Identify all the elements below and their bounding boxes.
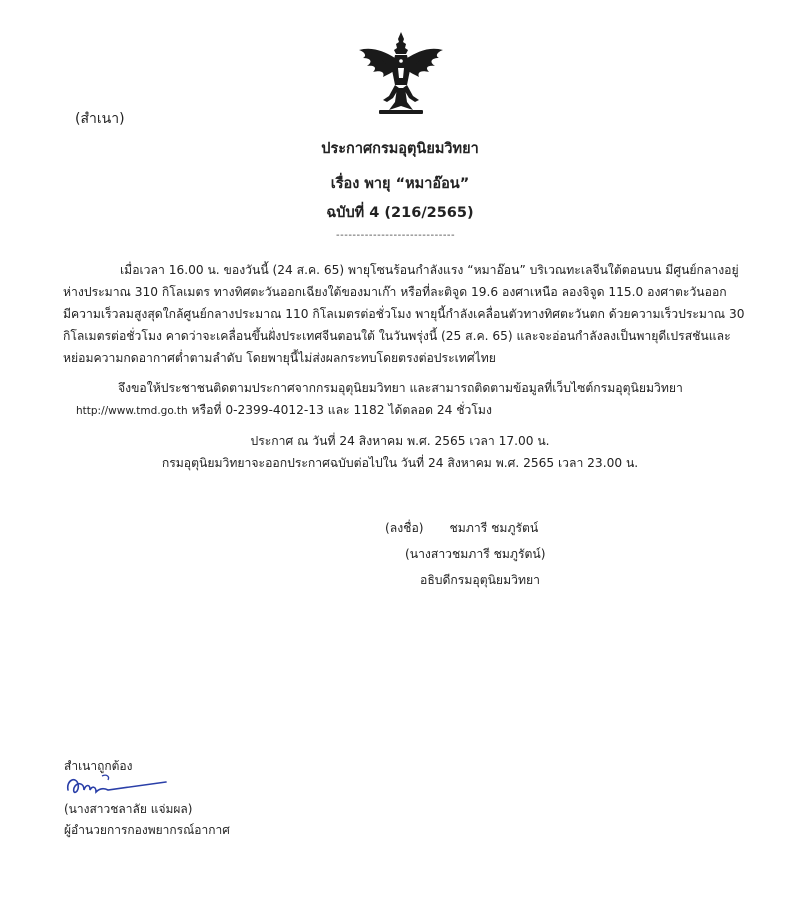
storm-description-continuation (63, 281, 745, 369)
handwritten-signature-icon (62, 770, 172, 800)
paragraph-line: กิโลเมตรต่อชั่วโมง คาดว่าจะเคลื่อนขึ้นฝั่งประเทศจีนตอนใต้ ในวันพรุ่งนี้ (25 ส.ค. 65) และจะอ่อนกำลังลงเป็นพายุดีเปรสชันและ (63, 329, 731, 343)
tmd-website-link[interactable]: http://www.tmd.go.th (76, 405, 188, 417)
signatory-full-name: (นางสาวชมภารี ชมภูรัตน์) (405, 547, 546, 561)
announcement-timing (0, 430, 800, 474)
signature-line (385, 515, 538, 542)
signed-name: ชมภารี ชมภูรัตน์ (449, 521, 539, 535)
advisory-paragraph (118, 377, 683, 399)
contact-phone-text: หรือที่ 0-2399-4012-13 และ 1182 ได้ตลอด 24 ชั่วโมง (187, 403, 492, 417)
signed-label: (ลงชื่อ) (385, 521, 424, 535)
advisory-contact-line (76, 399, 492, 422)
paragraph-line: มีความเร็วลมสูงสุดใกล้ศูนย์กลางประมาณ 110 กิโลเมตรต่อชั่วโมง พายุนี้กำลังเคลื่อนตัวทางทิศตะวันตก ด้วยความเร็วประมาณ 30 (63, 307, 745, 321)
advisory-line: จึงขอให้ประชาชนติดตามประกาศจากกรมอุตุนิยมวิทยา และสามารถติดตามข้อมูลที่เว็บไซต์กรมอุตุนิยมวิทยา (118, 381, 683, 395)
signatory-position: อธิบดีกรมอุตุนิยมวิทยา (420, 573, 540, 587)
announced-time: ประกาศ ณ วันที่ 24 สิงหาคม พ.ศ. 2565 เวลา 17.00 น. (250, 434, 550, 448)
paragraph-line: หย่อมความกดอากาศต่ำตามลำดับ โดยพายุนี้ไม่ส่งผลกระทบโดยตรงต่อประเทศไทย (63, 351, 496, 365)
certifier-full-name: (นางสาวชลาลัย แจ่มผล) (64, 802, 193, 816)
announcement-subject: เรื่อง พายุ “หมาอ๊อน” (330, 176, 470, 192)
garuda-emblem-icon (355, 30, 447, 118)
storm-description-paragraph (120, 259, 739, 281)
next-issue-time: กรมอุตุนิยมวิทยาจะออกประกาศฉบับต่อไปใน วันที่ 24 สิงหาคม พ.ศ. 2565 เวลา 23.00 น. (161, 456, 639, 470)
announcement-issue-number: ฉบับที่ 4 (216/2565) (326, 205, 474, 221)
copy-mark-label: (สำเนา) (75, 111, 125, 127)
announcement-title: ประกาศกรมอุตุนิยมวิทยา (321, 141, 479, 157)
certifier-position: ผู้อำนวยการกองพยากรณ์อากาศ (64, 823, 230, 837)
certified-copy-label: สำเนาถูกต้อง (64, 759, 133, 773)
paragraph-line: ห่างประมาณ 310 กิโลเมตร ทางทิศตะวันออกเฉียงใต้ของมาเก๊า หรือที่ละติจูด 19.6 องศาเหนือ ลองจิจูด 115.0 องศาตะวันออก (63, 285, 727, 299)
section-divider: ----------------------------- (336, 230, 456, 241)
paragraph-line: เมื่อเวลา 16.00 น. ของวันนี้ (24 ส.ค. 65) พายุโซนร้อนกำลังแรง “หมาอ๊อน” บริเวณทะเลจีนใต้ตอนบน มีศูนย์กลางอยู่ (120, 263, 739, 277)
